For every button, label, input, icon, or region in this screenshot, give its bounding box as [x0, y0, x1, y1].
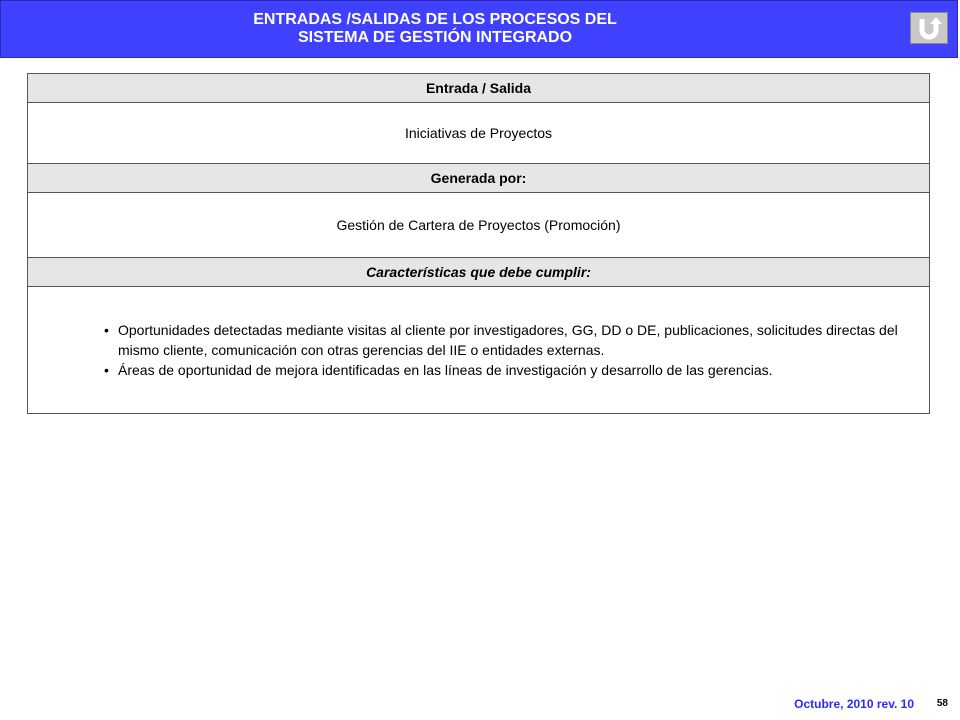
page-title-line-1: ENTRADAS /SALIDAS DE LOS PROCESOS DEL	[253, 11, 617, 28]
footer-date: Octubre, 2010 rev. 10	[794, 697, 914, 711]
u-turn-back-icon	[916, 15, 942, 41]
bullet-text-1: Oportunidades detectadas mediante visitas al cliente por investigadores, GG, DD o DE, publicaciones, solicitudes directas del mismo cliente, comunicación con otras gerencias del IIE o entidades externas.	[118, 322, 898, 358]
bullet-text-2: Áreas de oportunidad de mejora identificadas en las líneas de investigación y desarrollo de las gerencias.	[118, 362, 773, 378]
process-io-table	[27, 73, 930, 414]
list-item: • Áreas de oportunidad de mejora identificadas en las líneas de investigación y desarrollo de las gerencias.	[104, 362, 773, 378]
back-button[interactable]	[910, 12, 948, 44]
list-item: • Oportunidades detectadas mediante visitas al cliente por investigadores, GG, DD o DE, publicaciones, solicitudes directas del mismo cliente, comunicación con otras gerencias del IIE o entidades externas.	[104, 322, 898, 358]
caracteristicas-cell	[28, 287, 930, 414]
generada-por-header: Generada por:	[28, 164, 930, 193]
page-title	[0, 11, 960, 47]
entrada-salida-value: Iniciativas de Proyectos	[28, 103, 930, 164]
generada-por-value: Gestión de Cartera de Proyectos (Promoción)	[28, 193, 930, 258]
page-title-line-2: SISTEMA DE GESTIÓN INTEGRADO	[297, 29, 573, 46]
entrada-salida-header: Entrada / Salida	[28, 74, 930, 103]
caracteristicas-header: Características que debe cumplir:	[28, 258, 930, 287]
caracteristicas-list	[28, 320, 929, 380]
page-number: 58	[936, 698, 948, 709]
